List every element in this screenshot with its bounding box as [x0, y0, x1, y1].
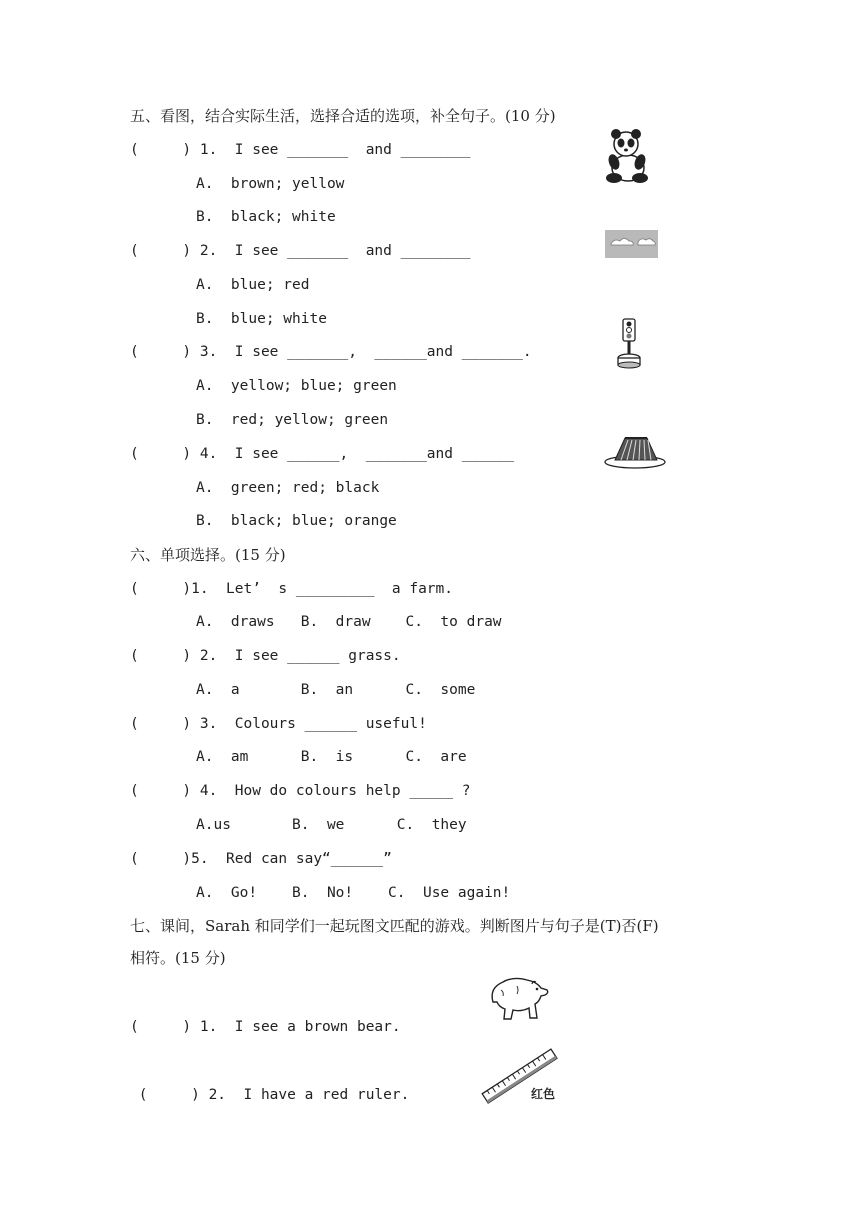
- s5-q4-stem: ( ) 4. I see ______, _______and ______: [130, 446, 515, 462]
- s6-q3-stem: ( ) 3. Colours ______ useful!: [130, 716, 427, 732]
- s5-q1-option-b: B. black; white: [196, 209, 336, 225]
- s6-q2-stem: ( ) 2. I see ______ grass.: [130, 648, 401, 664]
- s5-q1-stem: ( ) 1. I see _______ and ________: [130, 142, 471, 158]
- s5-q3-option-a: A. yellow; blue; green: [196, 378, 397, 394]
- s5-q1-option-a: A. brown; yellow: [196, 176, 345, 192]
- section5-heading: 五、看图，结合实际生活，选择合适的选项，补全句子。(10 分): [130, 107, 556, 125]
- s5-q2-option-b: B. blue; white: [196, 311, 327, 327]
- section7-heading-line1: 七、课间，Sarah 和同学们一起玩图文匹配的游戏。判断图片与句子是(T)否(F): [130, 917, 659, 935]
- s5-q4-option-a: A. green; red; black: [196, 480, 380, 496]
- bear-icon: [487, 972, 551, 1026]
- s5-q4-option-b: B. black; blue; orange: [196, 513, 397, 529]
- ruler-icon: [479, 1043, 561, 1113]
- s6-q5-stem: ( )5. Red can say“______”: [130, 851, 392, 867]
- s7-q2-stem: ( ) 2. I have a red ruler.: [130, 1087, 410, 1103]
- s6-q1-options: A. draws B. draw C. to draw: [196, 614, 502, 630]
- sky-clouds-icon: [605, 230, 658, 258]
- s6-q3-options: A. am B. is C. are: [196, 749, 467, 765]
- watermelon-icon: [603, 432, 667, 470]
- section6-heading: 六、单项选择。(15 分): [130, 546, 286, 564]
- s6-q2-options: A. a B. an C. some: [196, 682, 476, 698]
- ruler-caption: 红色: [531, 1087, 556, 1101]
- s6-q5-options: A. Go! B. No! C. Use again!: [196, 885, 511, 901]
- s7-q1-stem: ( ) 1. I see a brown bear.: [130, 1019, 401, 1035]
- s5-q2-option-a: A. blue; red: [196, 277, 310, 293]
- panda-icon: [602, 128, 650, 184]
- s5-q2-stem: ( ) 2. I see _______ and ________: [130, 243, 471, 259]
- s6-q4-options: A.us B. we C. they: [196, 817, 467, 833]
- s6-q4-stem: ( ) 4. How do colours help _____ ?: [130, 783, 471, 799]
- s5-q3-option-b: B. red; yellow; green: [196, 412, 389, 428]
- s5-q3-stem: ( ) 3. I see _______, ______and _______.: [130, 344, 532, 360]
- traffic-light-icon: [614, 318, 644, 370]
- s6-q1-stem: ( )1. Let’ s _________ a farm.: [130, 581, 454, 597]
- section7-heading-line2: 相符。(15 分): [130, 949, 226, 967]
